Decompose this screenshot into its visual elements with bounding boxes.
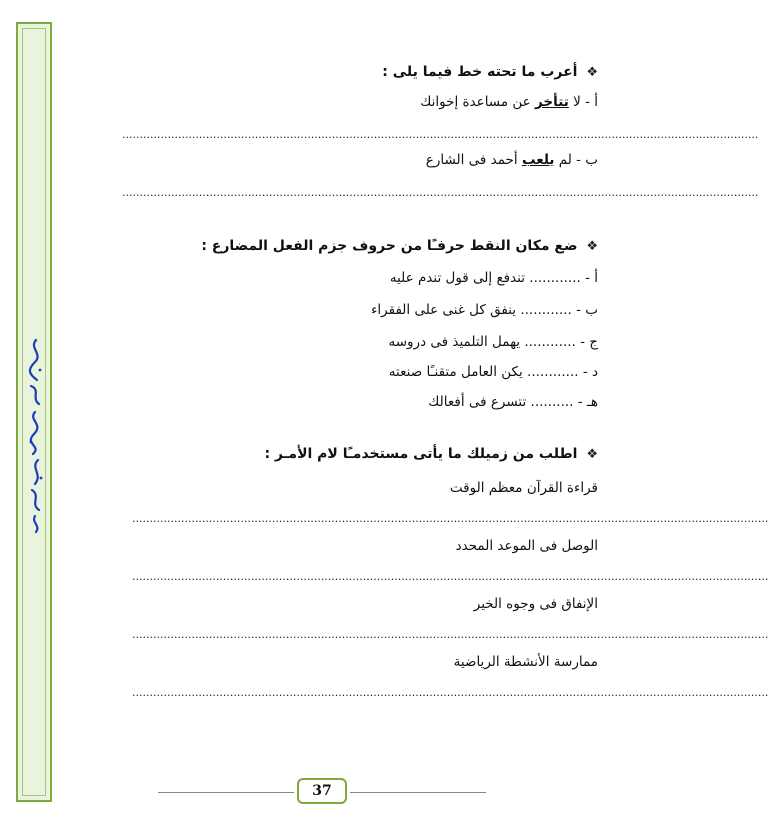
page-number: 37 <box>297 778 347 804</box>
section-2-item: ج - ............ يهمل التلميذ فى دروسه <box>388 334 598 350</box>
answer-line: ...................................................................................................................................................................................... <box>132 512 768 525</box>
answer-line: ...................................................................................................................................................................................... <box>132 570 768 583</box>
section-3-item: الوصل فى الموعد المحدد <box>455 538 598 554</box>
footer-rule-left <box>158 792 294 793</box>
section-2-heading <box>201 238 598 254</box>
decorative-sidebar <box>16 22 52 802</box>
section-1-heading-text: أعرب ما تحته خط فيما يلى : <box>382 64 578 80</box>
item-suffix: عن مساعدة إخوانك <box>420 94 531 110</box>
bullet-icon: ❖ <box>586 65 598 80</box>
item-prefix: أ - لا <box>573 94 598 110</box>
section-2-item: د - ............ يكن العامل متقنـًا صنعته <box>388 364 598 380</box>
footer-rule-right <box>350 792 486 793</box>
item-suffix: أحمد فى الشارع <box>425 152 518 168</box>
section-3-heading <box>264 446 598 462</box>
underlined-word: تتأخر <box>535 94 569 110</box>
section-1-item-a <box>420 94 598 110</box>
answer-line: ...................................................................................................................................................................................... <box>132 628 768 641</box>
section-2-item: هـ - .......... تتسرع فى أفعالك <box>428 394 598 410</box>
section-3-item: ممارسة الأنشطة الرياضية <box>453 654 598 670</box>
section-3-heading-text: اطلب من زميلك ما يأتى مستخدمـًا لام الأمـر : <box>264 446 578 462</box>
answer-line: ...................................................................................................................................................................................... <box>132 686 768 699</box>
section-2-heading-text: ضع مكان النقط حرفـًا من حروف جزم الفعل المضارع : <box>201 238 578 254</box>
section-1-item-b <box>426 152 598 168</box>
section-2-item: ب - ............ ينفق كل غنى على الفقراء <box>371 302 598 318</box>
bullet-icon: ❖ <box>586 239 598 254</box>
section-2-item: أ - ............ تندفع إلى قول تندم عليه <box>389 270 598 286</box>
signature-icon <box>25 334 47 534</box>
item-prefix: ب - لم <box>558 152 598 168</box>
section-1-heading <box>382 64 598 80</box>
underlined-word: يلعب <box>521 152 555 168</box>
answer-line: ...................................................................................................................................................................................... <box>122 186 759 199</box>
section-3-item: قراءة القرآن معظم الوقت <box>449 480 598 496</box>
answer-line: ...................................................................................................................................................................................... <box>122 128 759 141</box>
section-3-item: الإنفاق فى وجوه الخير <box>473 596 598 612</box>
bullet-icon: ❖ <box>586 447 598 462</box>
